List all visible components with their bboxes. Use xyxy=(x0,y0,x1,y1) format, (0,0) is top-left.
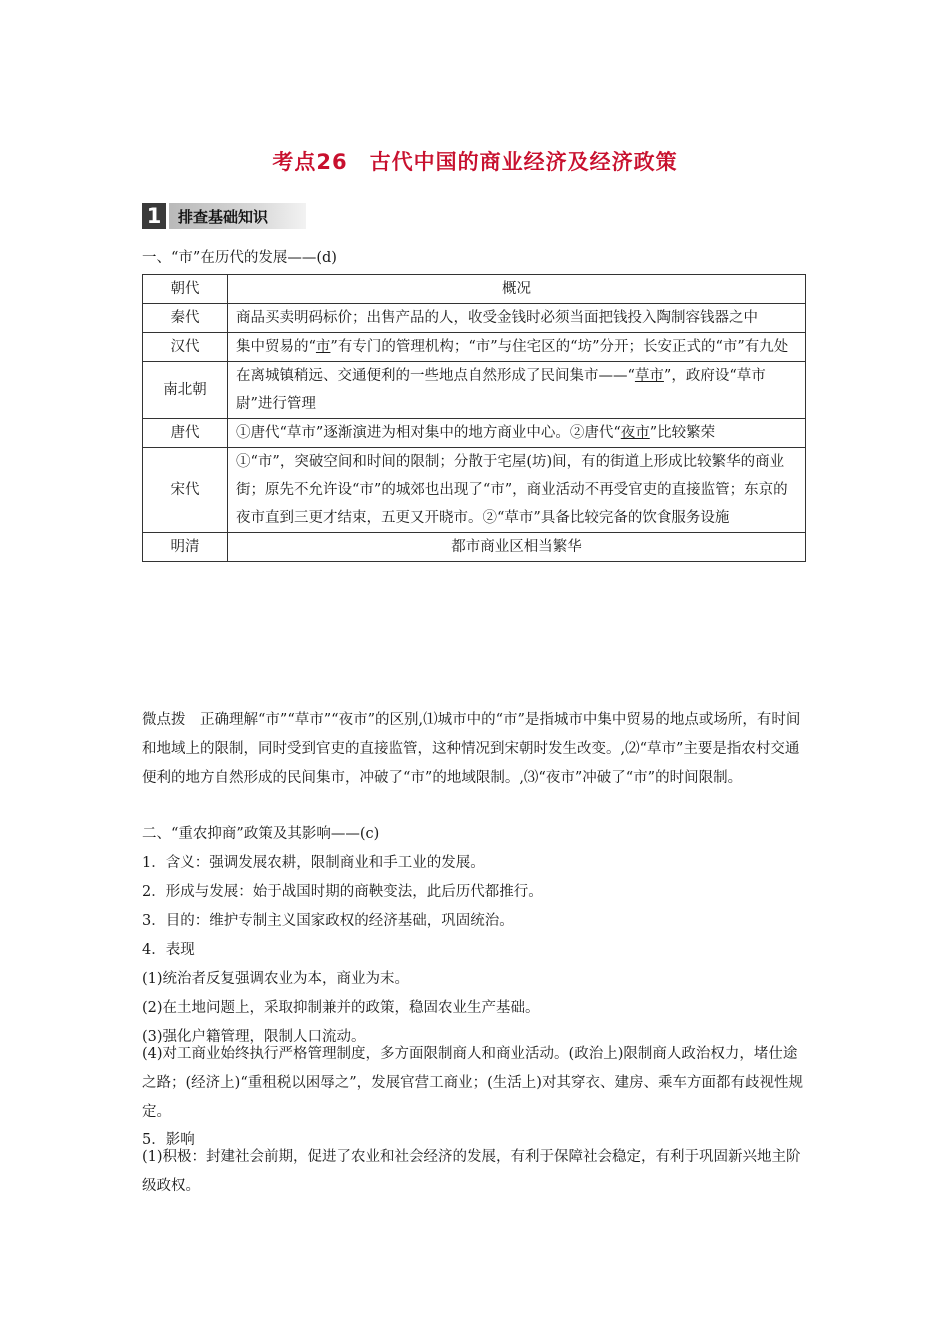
list-item: (3)强化户籍管理，限制人口流动。 xyxy=(142,1029,366,1045)
table-row xyxy=(143,419,806,448)
underlined-term: 夜市 xyxy=(620,425,650,441)
overview-cell xyxy=(228,362,806,419)
overview-cell: 都市商业区相当繁华 xyxy=(228,533,806,562)
dynasty-cell: 宋代 xyxy=(143,448,228,533)
tip-paragraph: 微点拨 正确理解“市”“草市”“夜市”的区别,⑴城市中的“市”是指城市中集中贸易的地点或场所，有时间和地域上的限制，同时受到官吏的直接监管，这种情况到宋朝时发生改变。,⑵“草市”主要是指农村交通便利的地方自然形成的民间集市，冲破了“市”的地域限制。,⑶“夜市”冲破了“市”的时间限制。 xyxy=(142,712,801,786)
table-row xyxy=(143,333,806,362)
list-item: 5．影响 xyxy=(142,1132,195,1148)
table-header-row xyxy=(143,275,806,304)
underlined-term: 市 xyxy=(315,339,331,355)
section-number: 1 xyxy=(142,203,166,229)
dynasty-cell: 唐代 xyxy=(143,419,228,448)
dynasty-cell: 秦代 xyxy=(143,304,228,333)
list-item: (4)对工商业始终执行严格管理制度，多方面限制商人和商业活动。(政治上)限制商人政治权力，堵仕途之路；(经济上)“重租税以困辱之”，发展官营工商业；(生活上)对其穿衣、建房、乘车方面都有歧视性规定。 xyxy=(142,1046,803,1120)
overview-text: ”有专门的管理机构；“市”与住宅区的“坊”分开；长安正式的“市”有九处 xyxy=(330,339,789,355)
page-title: 考点26 古代中国的商业经济及经济政策 xyxy=(272,150,678,174)
list-item: 3．目的：维护专制主义国家政权的经济基础，巩固统治。 xyxy=(142,913,514,929)
list-item: 1．含义：强调发展农耕，限制商业和手工业的发展。 xyxy=(142,855,485,871)
list-item: (1)积极：封建社会前期，促进了农业和社会经济的发展，有利于保障社会稳定，有利于巩固新兴地主阶级政权。 xyxy=(142,1149,801,1194)
underlined-term: 草市 xyxy=(634,368,664,384)
overview-cell: 商品买卖明码标价；出售产品的人，收受金钱时必须当面把钱投入陶制容钱器之中 xyxy=(228,304,806,333)
dynasty-cell: 汉代 xyxy=(143,333,228,362)
table-header-overview: 概况 xyxy=(228,275,806,304)
list-item: 2．形成与发展：始于战国时期的商鞅变法，此后历代都推行。 xyxy=(142,884,543,900)
overview-cell xyxy=(228,333,806,362)
overview-cell xyxy=(228,419,806,448)
list-item: (1)统治者反复强调农业为本，商业为末。 xyxy=(142,971,410,987)
overview-text: ”比较繁荣 xyxy=(649,425,716,441)
list-item: 4．表现 xyxy=(142,942,195,958)
section-badge xyxy=(142,203,306,229)
overview-text: 集中贸易的“ xyxy=(236,339,316,355)
overview-cell: ①“市”，突破空间和时间的限制；分散于宅屋(坊)间，有的街道上形成比较繁华的商业街；原先不允许设“市”的城郊也出现了“市”，商业活动不再受官吏的直接监管；东京的夜市直到三更才结束，五更又开晓市。②“草市”具备比较完备的饮食服务设施 xyxy=(228,448,806,533)
overview-text: 在离城镇稍远、交通便利的一些地点自然形成了民间集市——“ xyxy=(236,368,635,384)
table-row xyxy=(143,304,806,333)
table-row xyxy=(143,362,806,419)
dynasty-cell: 明清 xyxy=(143,533,228,562)
overview-text: ①唐代“草市”逐渐演进为相对集中的地方商业中心。②唐代“ xyxy=(236,425,621,441)
part1-heading: 一、“市”在历代的发展——(d) xyxy=(142,250,337,266)
section-label: 排查基础知识 xyxy=(169,203,306,229)
dynasty-cell: 南北朝 xyxy=(143,362,228,419)
table-row xyxy=(143,533,806,562)
table-row xyxy=(143,448,806,533)
part2-heading: 二、“重农抑商”政策及其影响——(c) xyxy=(142,826,380,842)
overview-text: ”，政府设“草市尉”进行管理 xyxy=(236,368,766,412)
history-table xyxy=(142,274,806,562)
list-item: (2)在土地问题上，采取抑制兼并的政策，稳固农业生产基础。 xyxy=(142,1000,540,1016)
table-header-dynasty: 朝代 xyxy=(143,275,228,304)
